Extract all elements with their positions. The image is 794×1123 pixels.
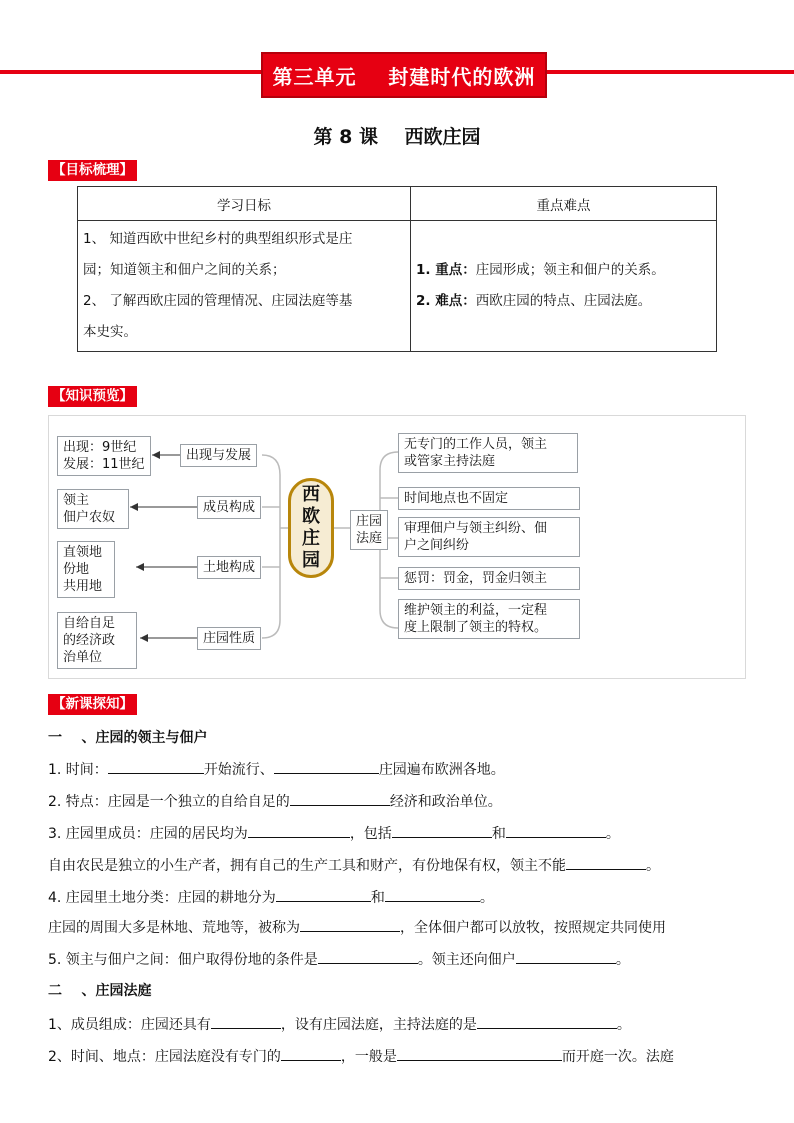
answer-blank[interactable] xyxy=(108,759,204,774)
prompt-text: 3. 庄园里成员：庄园的居民均为 xyxy=(48,826,248,842)
leaf-line: 领主 xyxy=(63,493,90,508)
prompt-text: 。 xyxy=(479,890,494,906)
fill-line-2 xyxy=(48,791,502,811)
fill-line-5 xyxy=(48,887,494,907)
section-1-title: 一 、庄园的领主与佃户 xyxy=(48,730,208,746)
prompt-text: ，一般是 xyxy=(340,1049,397,1065)
difficult-label: 2. 难点： xyxy=(416,293,476,309)
prompt-text: ，包括 xyxy=(349,826,392,842)
center-node xyxy=(288,478,334,578)
prompt-text: 庄园的周围大多是林地、荒地等，被称为 xyxy=(48,920,300,936)
prompt-text: 1、成员组成：庄园还具有 xyxy=(48,1017,211,1033)
goal-line: 园；知道领主和佃户之间的关系； xyxy=(83,262,286,278)
branch-origin: 出现与发展 xyxy=(180,444,257,467)
prompt-text: 自由农民是独立的小生产者，拥有自己的生产工具和财产，有份地保有权，领主不能 xyxy=(48,858,566,874)
prompt-text: 经济和政治单位。 xyxy=(389,794,502,810)
fill-line-7 xyxy=(48,949,630,969)
answer-blank[interactable] xyxy=(385,887,480,902)
tag-explore: 【新课探知】 xyxy=(48,694,137,715)
leaf-members xyxy=(57,489,129,529)
center-char: 西 xyxy=(302,484,320,505)
prompt-text: 4. 庄园里土地分类：庄园的耕地分为 xyxy=(48,890,276,906)
prompt-text: 。 xyxy=(615,952,630,968)
leaf-nature xyxy=(57,612,137,669)
leaf-land xyxy=(57,541,115,598)
answer-blank[interactable] xyxy=(276,887,371,902)
answer-blank[interactable] xyxy=(274,759,379,774)
prompt-text: 5. 领主与佃户之间：佃户取得份地的条件是 xyxy=(48,952,318,968)
prompt-text: 2、时间、地点：庄园法庭没有专门的 xyxy=(48,1049,281,1065)
answer-blank[interactable] xyxy=(516,949,616,964)
answer-blank[interactable] xyxy=(211,1014,281,1029)
prompt-text: 庄园遍布欧洲各地。 xyxy=(378,762,505,778)
tag-preview: 【知识预览】 xyxy=(48,386,137,407)
answer-blank[interactable] xyxy=(566,855,646,870)
court-label-line: 法庭 xyxy=(356,531,383,546)
court-label-line: 庄园 xyxy=(356,514,383,529)
branch-court xyxy=(350,510,388,550)
court-item xyxy=(398,567,580,590)
answer-blank[interactable] xyxy=(477,1014,617,1029)
leaf-line: 佃户农奴 xyxy=(63,510,116,525)
leaf-line: 自给自足 xyxy=(63,616,116,631)
center-char: 欧 xyxy=(302,506,320,527)
prompt-text: 开始流行、 xyxy=(203,762,274,778)
court-item xyxy=(398,487,580,510)
leaf-line: 共用地 xyxy=(63,579,103,594)
fill-line-6 xyxy=(48,917,666,937)
leaf-line: 出现：9世纪 xyxy=(63,440,137,455)
fill-line-4 xyxy=(48,855,660,875)
goal-line: 2、 了解西欧庄园的管理情况、庄园法庭等基 xyxy=(83,293,353,309)
lesson-title: 第 8 课 西欧庄园 xyxy=(313,126,481,148)
fill-line-1 xyxy=(48,759,505,779)
prompt-text: 和 xyxy=(491,826,506,842)
focus-header: 重点难点 xyxy=(411,187,717,221)
leaf-origin xyxy=(57,436,151,476)
prompt-text: 。 xyxy=(605,826,620,842)
section-2-title: 二 、庄园法庭 xyxy=(48,983,152,999)
difficult-text: 西欧庄园的特点、庄园法庭。 xyxy=(475,293,652,309)
goals-header: 学习日标 xyxy=(78,187,411,221)
goal-line: 1、 知道西欧中世纪乡村的典型组织形式是庄 xyxy=(83,231,353,247)
fill-line-9 xyxy=(48,1046,674,1066)
court-item-line: 无专门的工作人员，领主 xyxy=(404,437,548,452)
prompt-text: 。 xyxy=(646,858,660,874)
answer-blank[interactable] xyxy=(248,823,350,838)
court-item-line: 时间地点也不固定 xyxy=(404,491,509,506)
center-char: 庄 xyxy=(302,528,320,549)
answer-blank[interactable] xyxy=(397,1046,562,1061)
answer-blank[interactable] xyxy=(506,823,606,838)
prompt-text: 1. 时间： xyxy=(48,762,108,778)
answer-blank[interactable] xyxy=(290,791,390,806)
key-label: 1. 重点： xyxy=(416,262,476,278)
court-item xyxy=(398,599,580,639)
key-text: 庄园形成；领主和佃户的关系。 xyxy=(475,262,665,278)
court-item xyxy=(398,433,578,473)
branch-land: 土地构成 xyxy=(197,556,261,579)
prompt-text: ，设有庄园法庭，主持法庭的是 xyxy=(280,1017,477,1033)
answer-blank[interactable] xyxy=(392,823,492,838)
answer-blank[interactable] xyxy=(318,949,418,964)
branch-members: 成员构成 xyxy=(197,496,261,519)
leaf-line: 直领地 xyxy=(63,545,103,560)
answer-blank[interactable] xyxy=(300,917,400,932)
fill-line-3 xyxy=(48,823,620,843)
prompt-text: 。领主还向佃户 xyxy=(417,952,516,968)
answer-blank[interactable] xyxy=(281,1046,341,1061)
court-item-line: 审理佃户与领主纠纷、佃 xyxy=(404,521,548,536)
court-item-line: 惩罚：罚金，罚金归领主 xyxy=(404,571,548,586)
branch-nature: 庄园性质 xyxy=(197,627,261,650)
leaf-line: 发展：11世纪 xyxy=(63,457,145,472)
court-item-line: 户之间纠纷 xyxy=(404,538,470,553)
tag-goals: 【目标梳理】 xyxy=(48,160,137,181)
court-item-line: 或管家主持法庭 xyxy=(404,454,496,469)
leaf-line: 治单位 xyxy=(63,650,103,665)
goal-line: 本史实。 xyxy=(83,324,137,340)
court-item xyxy=(398,517,580,557)
unit-title: 第三单元 封建时代的欧洲 xyxy=(272,64,536,89)
prompt-text: 。 xyxy=(616,1017,631,1033)
fill-line-8 xyxy=(48,1014,631,1034)
prompt-text: 而开庭一次。法庭 xyxy=(561,1049,674,1065)
center-char: 园 xyxy=(302,550,320,571)
court-item-line: 度上限制了领主的特权。 xyxy=(404,620,548,635)
prompt-text: 2. 特点：庄园是一个独立的自给自足的 xyxy=(48,794,290,810)
court-item-line: 维护领主的利益，一定程 xyxy=(404,603,548,618)
leaf-line: 的经济政 xyxy=(63,633,116,648)
leaf-line: 份地 xyxy=(63,562,90,577)
prompt-text: 和 xyxy=(370,890,385,906)
prompt-text: ，全体佃户都可以放牧，按照规定共同使用 xyxy=(400,920,666,936)
